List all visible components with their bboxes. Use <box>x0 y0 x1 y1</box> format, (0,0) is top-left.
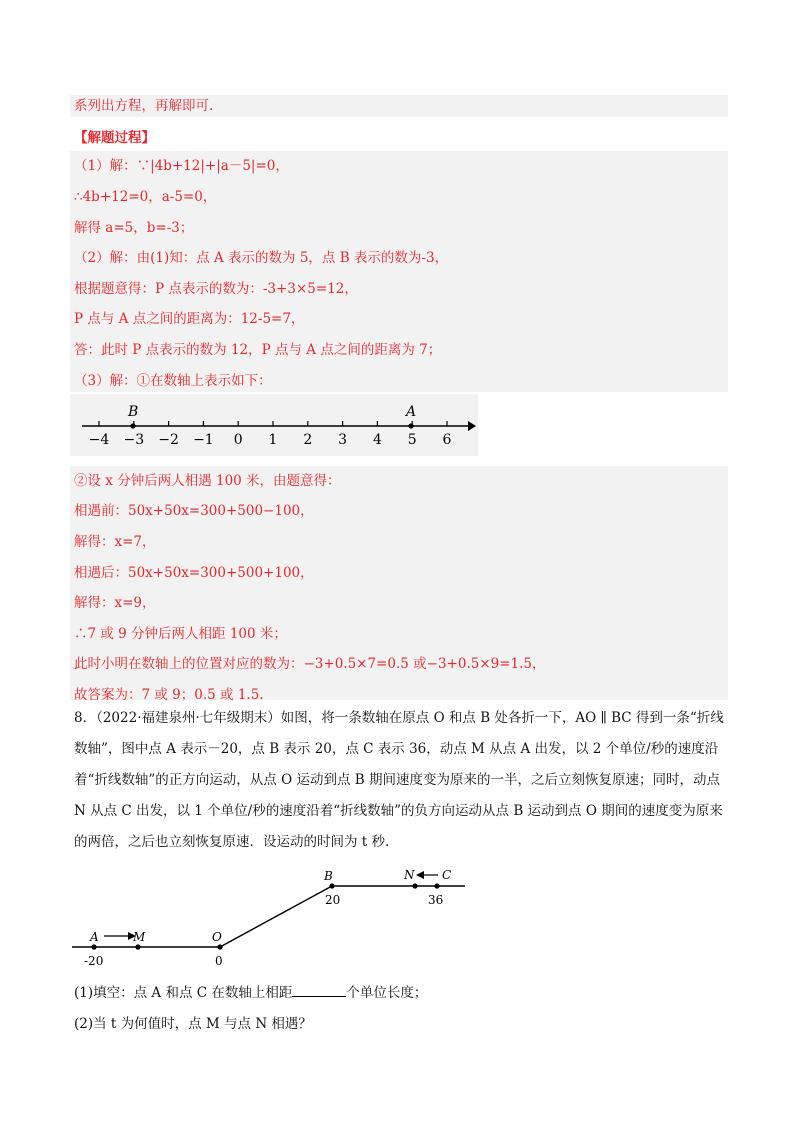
fold-value-c: 36 <box>428 893 444 907</box>
point-a-dot <box>408 423 413 428</box>
arrow-left-head <box>416 871 424 879</box>
fold-value-a: -20 <box>84 954 104 968</box>
solution-line: （1）解：∵|4b+12|+|a－5|=0， <box>74 158 289 174</box>
number-line-tick-label: 1 <box>268 432 278 448</box>
fold-number-line-figure <box>70 862 470 972</box>
solution-heading: 【解题过程】 <box>74 130 155 146</box>
solution-line: 根据题意得：P 点表示的数为：-3+3×5=12， <box>74 281 358 297</box>
solution-line: ∴4b+12=0，a-5=0， <box>74 189 217 205</box>
number-line-figure <box>70 394 478 456</box>
number-line-tick-label: 5 <box>407 432 417 448</box>
number-line-tick-label: 0 <box>233 432 243 448</box>
fold-label-c: C <box>442 868 452 882</box>
fold-value-o: 0 <box>215 954 223 968</box>
point-c-dot <box>434 883 439 888</box>
sub-question-1 <box>74 983 427 1003</box>
number-line-tick-label: 3 <box>338 432 348 448</box>
number-line-tick-label: 2 <box>303 432 313 448</box>
number-line-tick-label: −3 <box>123 432 145 448</box>
point-b-dot <box>130 423 135 428</box>
solution-line: 故答案为：7 或 9；0.5 或 1.5. <box>74 687 264 703</box>
solution-top-line: 系列出方程，再解即可. <box>74 98 214 114</box>
solution-line: ∴7 或 9 分钟后两人相距 100 米； <box>74 626 287 642</box>
fold-label-m: M <box>133 930 146 944</box>
solution-line: （2）解：由(1)知：点 A 表示的数为 5，点 B 表示的数为-3， <box>74 250 449 266</box>
sub-question-1-before: (1)填空：点 A 和点 C 在数轴上相距 <box>74 985 293 1001</box>
sub-question-1-after: 个单位长度； <box>346 985 428 1001</box>
solution-line: （3）解：①在数轴上表示如下： <box>74 373 272 389</box>
number-line-tick-label: −2 <box>158 432 179 448</box>
solution-line: 答：此时 P 点表示的数为 12，P 点与 A 点之间的距离为 7； <box>74 342 442 358</box>
solution-line: 解得：x=9， <box>74 595 156 611</box>
fold-label-o: O <box>212 930 222 944</box>
number-line-tick-label: 4 <box>372 432 382 448</box>
solution-line: 解得：x=7， <box>74 534 156 550</box>
point-a-dot <box>91 944 96 949</box>
point-a-label: A <box>406 404 417 420</box>
point-m-dot <box>135 944 140 949</box>
point-n-dot <box>412 883 417 888</box>
point-o-dot <box>217 944 222 949</box>
number-line-tick-label: −4 <box>88 432 110 448</box>
point-b-dot <box>329 883 334 888</box>
fold-label-b: B <box>324 869 333 883</box>
solution-line: 此时小明在数轴上的位置对应的数为：−3+0.5×7=0.5 或−3+0.5×9=1.5， <box>74 656 546 672</box>
solution-line: 相遇前：50x+50x=300+500−100， <box>74 503 314 519</box>
fold-label-n: N <box>404 868 415 882</box>
solution-line: 相遇后：50x+50x=300+500+100， <box>74 565 314 581</box>
solution-line: 解得 a=5，b=-3； <box>74 220 194 236</box>
point-b-label: B <box>128 404 139 420</box>
sub-question-2: (2)当 t 为何值时，点 M 与点 N 相遇？ <box>74 1016 312 1032</box>
number-line-tick-label: 6 <box>442 432 452 448</box>
solution-line: ②设 x 分钟后两人相遇 100 米，由题意得： <box>74 473 341 489</box>
fold-label-a: A <box>90 930 99 944</box>
fold-value-b: 20 <box>325 893 341 907</box>
question-8-text: 8．（2022·福建泉州·七年级期末）如图，将一条数轴在原点 O 和点 B 处各折一下，AO ∥ BC 得到一条“折线数轴”，图中点 A 表示－20，点 B 表示 20，点 C 表示 36，动点 M 从点 A 出发，以 2 个单位/秒的速度沿着“折线数轴”的正方向运动，从点 O 运动到点 B 期间速度变为原来的一半，之后立刻恢复原速；同时，动点 N 从点 C 出发，以 1 个单位/秒的速度沿着“折线数轴”的负方向运动从点 B 运动到点 O 期间的速度变为原来的两倍，之后也立刻恢复原速．设运动的时间为 t 秒. <box>74 710 724 850</box>
solution-line: P 点与 A 点之间的距离为：12-5=7， <box>74 311 305 327</box>
answer-blank[interactable] <box>292 984 346 997</box>
number-line-tick-label: −1 <box>193 432 214 448</box>
